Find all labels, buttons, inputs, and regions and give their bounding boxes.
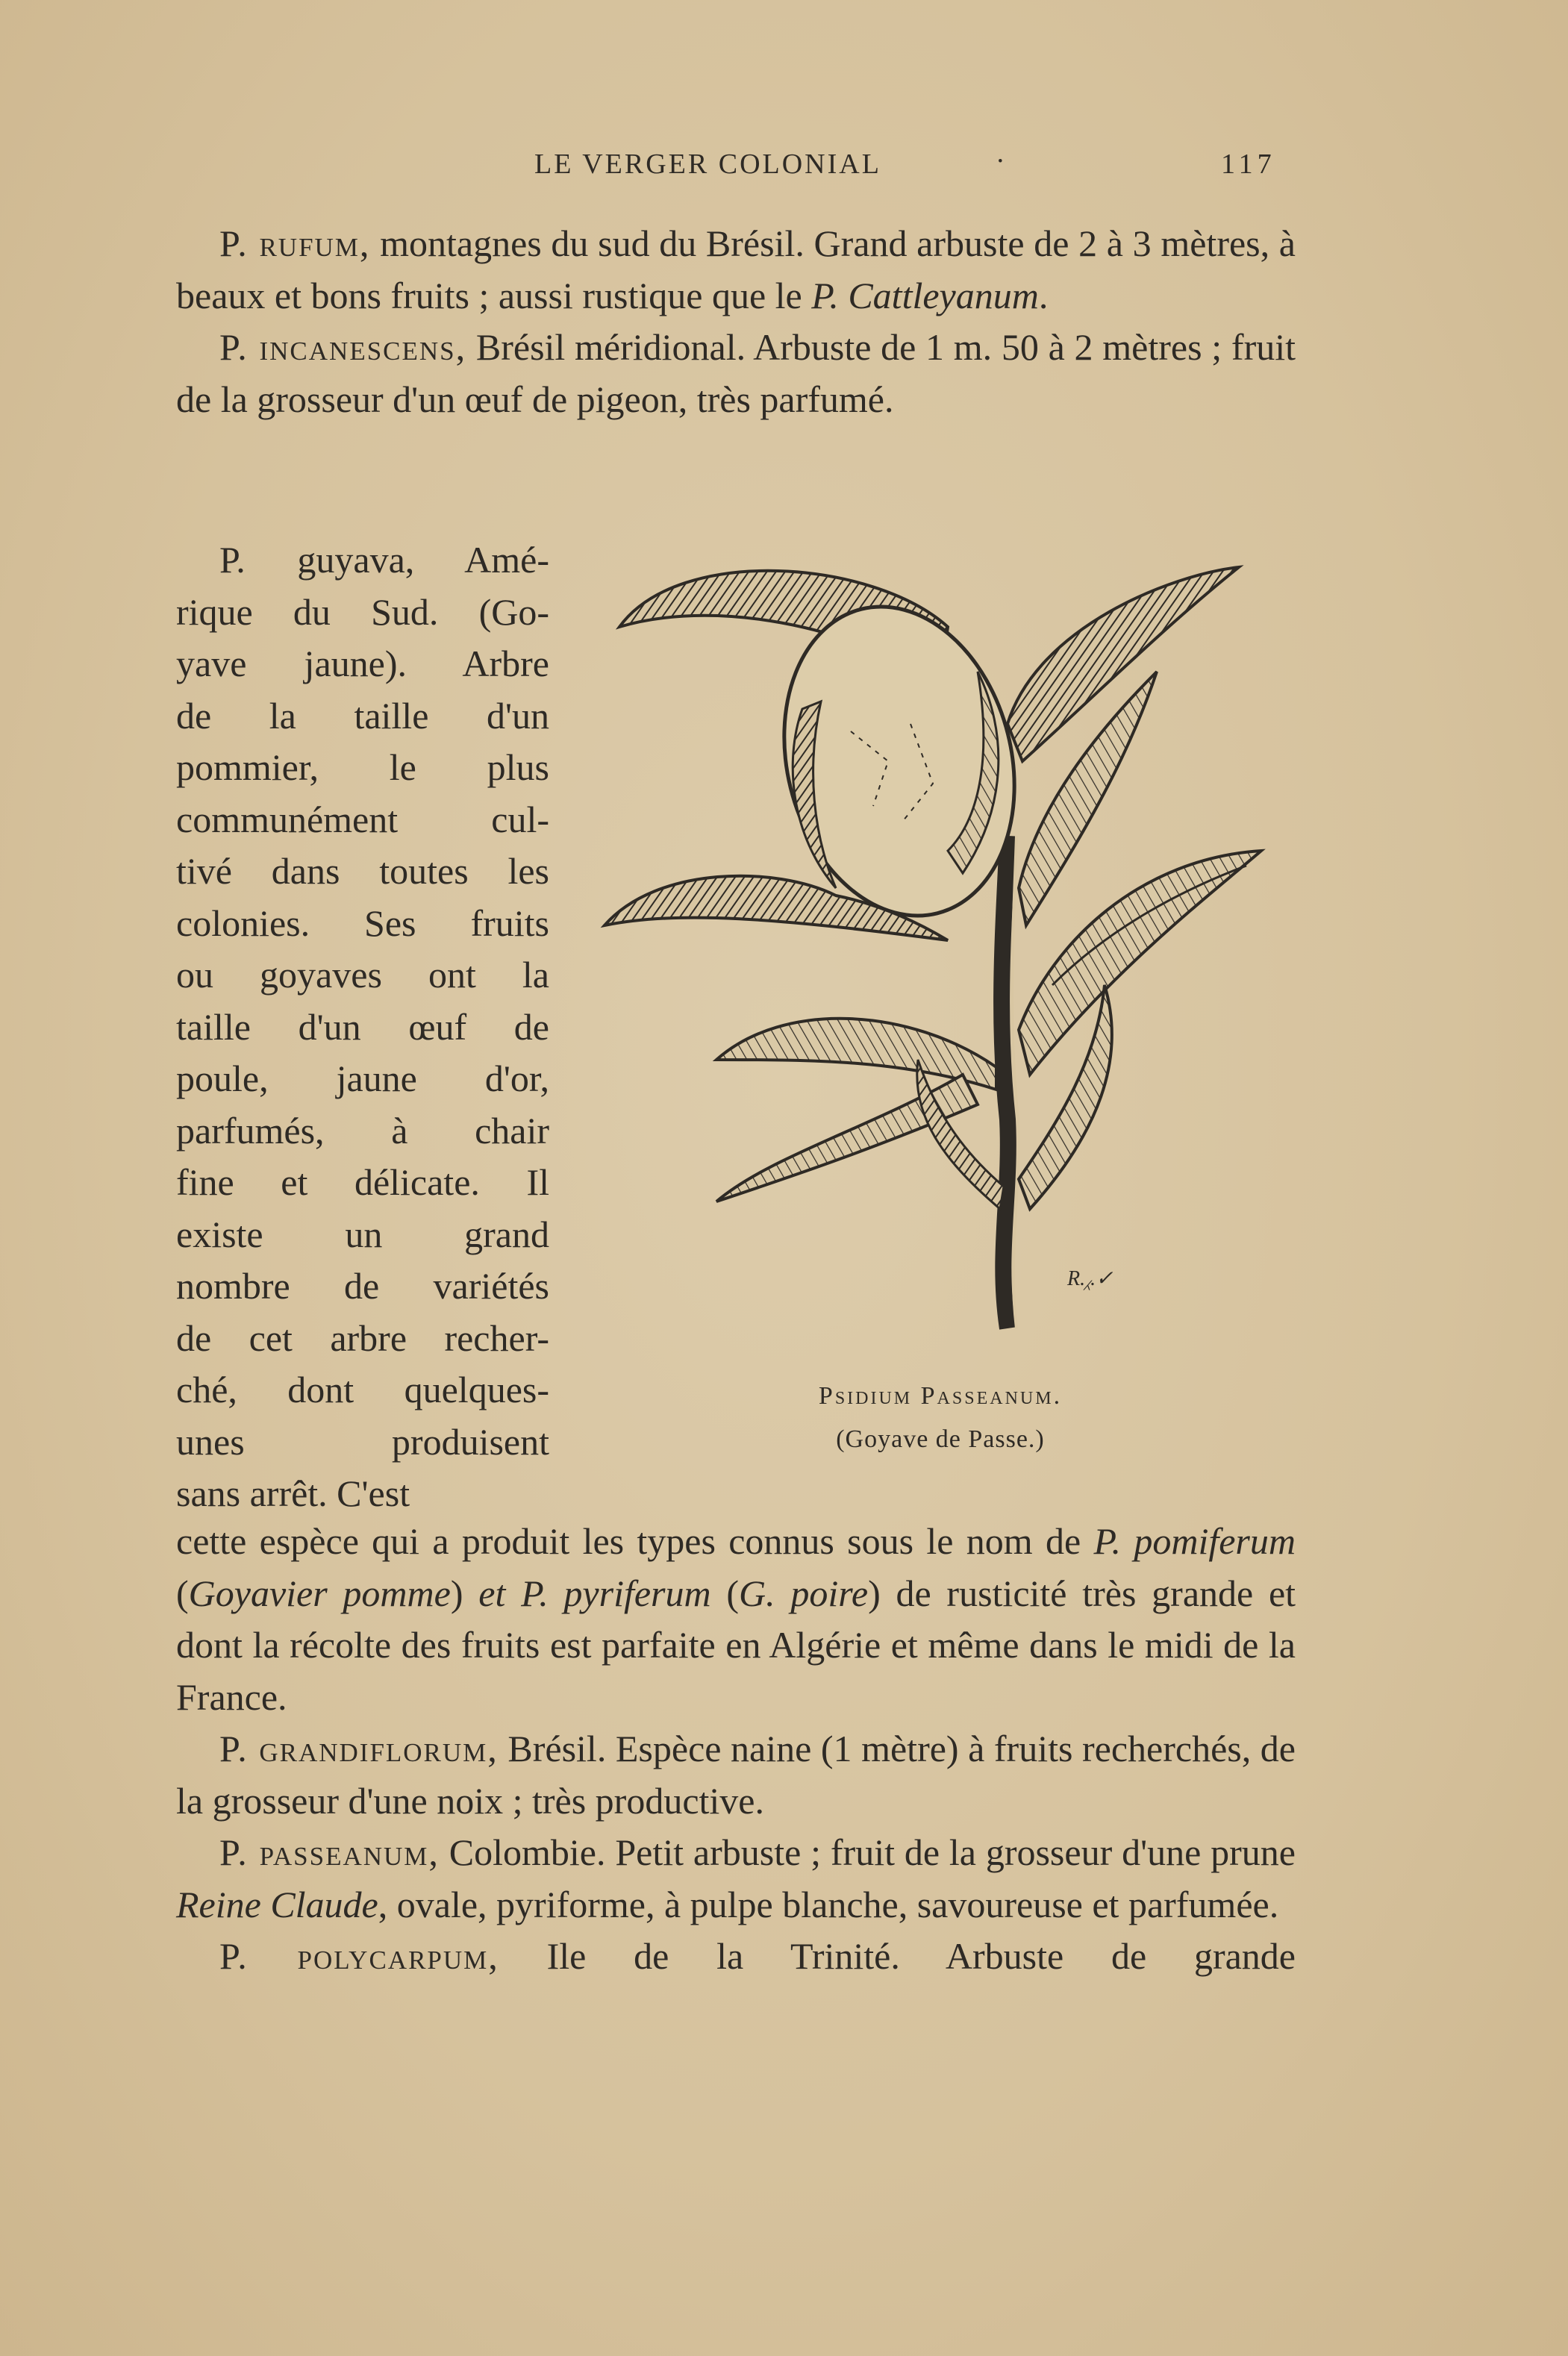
italic-text: Goyavier pomme	[188, 1572, 451, 1614]
text-run: )	[450, 1572, 479, 1614]
leaf	[1019, 851, 1261, 1075]
text-block-top	[176, 218, 1296, 425]
species-name: P. incanescens,	[219, 326, 467, 368]
caption-subtitle: (Goyave de Passe.)	[836, 1425, 1045, 1453]
paragraph-polycarpum	[176, 1931, 1296, 1983]
species-name: P. rufum,	[219, 222, 371, 264]
paragraph-text: Brésil. Espèce naine (1 mètre) à fruits recherchés, de la grosseur d'une noix ; très productive.	[176, 1728, 1296, 1822]
guyava-column	[176, 534, 549, 1520]
column-line: ou goyaves ont la	[176, 954, 549, 996]
column-line: poule, jaune d'or,	[176, 1057, 549, 1099]
column-line: nombre de variétés	[176, 1265, 549, 1307]
column-line: de la taille d'un	[176, 694, 549, 737]
text-block-bottom	[176, 1516, 1296, 1983]
column-line: colonies. Ses fruits	[176, 902, 549, 944]
paragraph-guyava-continuation	[176, 1516, 1296, 1723]
artist-signature: R.⁁.✓	[1067, 1267, 1113, 1290]
paragraph-text: Brésil méridional. Arbuste de 1 m. 50 à 2 mètres ; fruit de la grosseur d'un œuf de pigeon, très parfumé.	[176, 326, 1296, 420]
paragraph-tail: .	[1038, 274, 1049, 316]
paragraph-rufum	[176, 218, 1296, 322]
italic-text: Reine Claude	[176, 1883, 378, 1925]
stem	[1002, 836, 1008, 1328]
paragraph-tail: , ovale, pyriforme, à pulpe blanche, savoureuse et parfumée.	[378, 1883, 1279, 1925]
paragraph-incanescens	[176, 322, 1296, 425]
paragraph-grandiflorum	[176, 1723, 1296, 1827]
column-line: P. guyava, Amé-	[219, 539, 549, 581]
column-line: taille d'un œuf de	[176, 1005, 549, 1048]
header-separator: ·	[996, 146, 1008, 177]
caption-title: Psidium Passeanum.	[818, 1382, 1063, 1410]
italic-text: G. poire	[739, 1572, 869, 1614]
column-line: pommier, le plus	[176, 746, 549, 788]
paragraph-text: Colombie. Petit arbuste ; fruit de la grosseur d'une prune	[439, 1831, 1296, 1873]
column-line: fine et délicate. Il	[176, 1161, 549, 1203]
guava-illustration	[590, 537, 1299, 1343]
page-number: 117	[1221, 149, 1276, 180]
column-line: existe un grand	[176, 1213, 549, 1255]
paragraph-passeanum	[176, 1827, 1296, 1931]
running-title: LE VERGER COLONIAL	[534, 149, 881, 180]
paragraph-text: montagnes du sud du Brésil. Grand arbuste de 2 à 3 mètres, à beaux et bons fruits ; aussi rustique que le	[176, 222, 1296, 316]
species-name: P. polycarpum,	[219, 1935, 499, 1977]
text-run: ) de rusticité très grande et dont la récolte des fruits est parfaite en Algérie et même dans le midi de la France.	[176, 1572, 1296, 1718]
italic-text: P. Cattleyanum	[811, 274, 1039, 316]
column-line: communément cul-	[176, 798, 549, 840]
italic-text: et P. pyriferum	[478, 1572, 711, 1614]
paragraph-text: Ile de la Trinité. Arbuste de grande	[499, 1935, 1296, 1977]
text-run: (	[710, 1572, 740, 1614]
column-line: unes produisent	[176, 1420, 549, 1463]
guava-branch-drawing	[590, 537, 1299, 1343]
column-line: tivé dans toutes les	[176, 850, 549, 892]
column-line: parfumés, à chair	[176, 1109, 549, 1152]
text-run: cette espèce qui a produit les types connus sous le nom de	[176, 1520, 1094, 1562]
column-line: ché, dont quelques-	[176, 1369, 549, 1410]
italic-text: P. pomiferum	[1093, 1520, 1296, 1562]
column-line: de cet arbre recher-	[176, 1316, 549, 1359]
column-line: sans arrêt. C'est	[176, 1472, 410, 1514]
species-name: P. passeanum,	[219, 1831, 440, 1873]
column-line: yave jaune). Arbre	[176, 643, 549, 684]
species-name: P. grandiflorum,	[219, 1728, 499, 1769]
text-run: (	[176, 1572, 189, 1614]
running-header	[176, 148, 1296, 193]
column-line: rique du Sud. (Go-	[176, 590, 549, 633]
